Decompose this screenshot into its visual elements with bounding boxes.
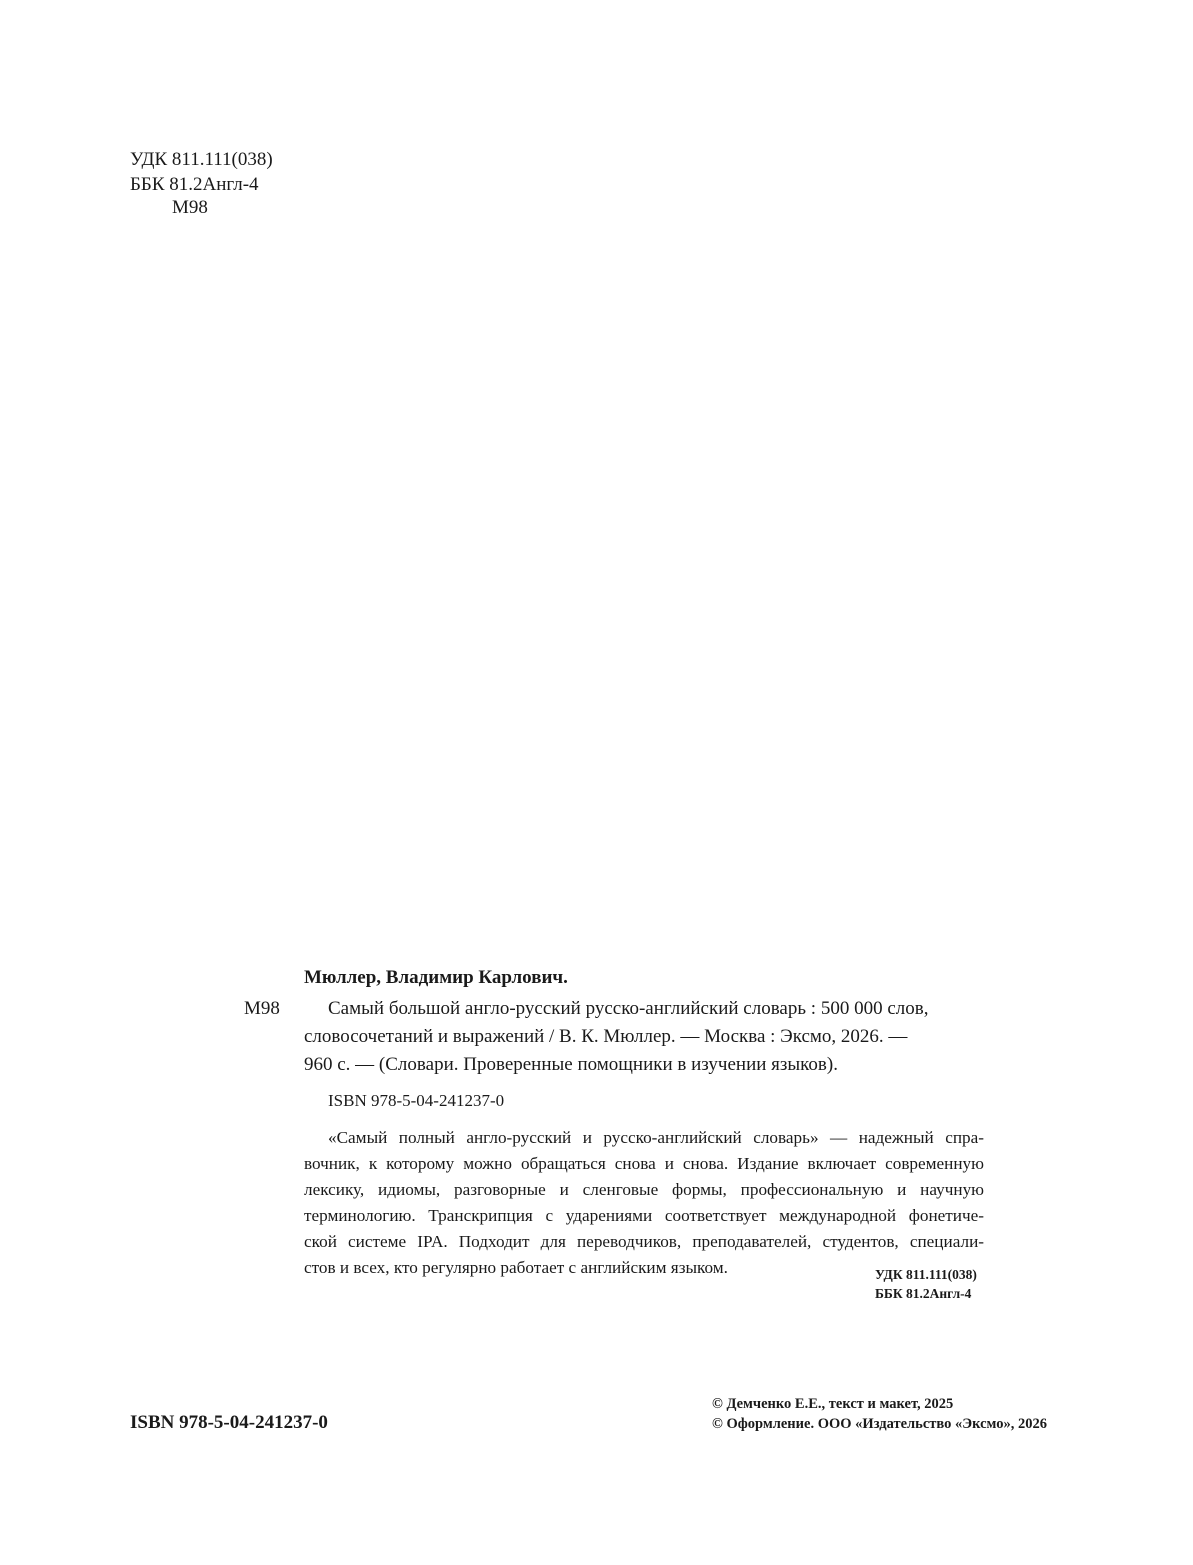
author-sign-card: М98 [244, 998, 280, 1019]
annotation-line: стов и всех, кто регулярно работает с английским языком. [304, 1258, 728, 1277]
bibliographic-description [304, 995, 994, 1079]
udc-code-card: УДК 811.111(038) [875, 1267, 977, 1282]
copyright-design: © Оформление. ООО «Издательство «Эксмо», 2026 [712, 1416, 1047, 1432]
description-line: 960 с. — (Словари. Проверенные помощники в изучении языков). [304, 1054, 838, 1075]
annotation [304, 1125, 984, 1281]
author-heading: Мюллер, Владимир Карлович. [304, 967, 568, 988]
description-line: словосочетаний и выражений / В. К. Мюллер. — Москва : Эксмо, 2026. — [304, 1026, 908, 1047]
copyright-text: © Демченко Е.Е., текст и макет, 2025 [712, 1396, 954, 1412]
bbk-code-card: ББК 81.2Англ-4 [875, 1286, 972, 1301]
annotation-line: терминологию. Транскрипция с ударениями соответствует международной фонетиче- [304, 1206, 984, 1225]
annotation-line: «Самый полный англо-русский и русско-английский словарь» — надежный спра- [328, 1128, 984, 1147]
author-sign-top: М98 [172, 197, 208, 218]
annotation-line: ской системе IPA. Подходит для переводчиков, преподавателей, студентов, специали- [304, 1232, 984, 1251]
description-line: Самый большой англо-русский русско-английский словарь : 500 000 слов, [328, 998, 929, 1019]
annotation-line: лексику, идиомы, разговорные и сленговые формы, профессиональную и научную [304, 1180, 984, 1199]
annotation-line: вочник, к которому можно обращаться снова и снова. Издание включает современную [304, 1154, 984, 1173]
udc-code-top: УДК 811.111(038) [130, 149, 273, 170]
isbn-card: ISBN 978-5-04-241237-0 [328, 1091, 505, 1110]
isbn-main: ISBN 978-5-04-241237-0 [130, 1412, 328, 1433]
bbk-code-top: ББК 81.2Англ-4 [130, 174, 259, 195]
